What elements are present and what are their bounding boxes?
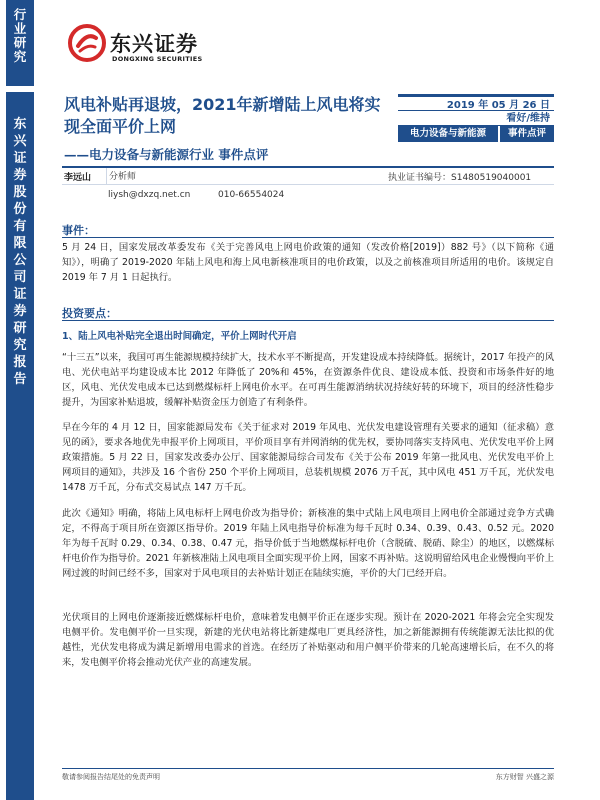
paragraph-1: “十三五”以来，我国可再生能源规模持续扩大，技术水平不断提高，开发建设成本持续降低。据统计，2017 年投产的风电、光伏电站平均建设成本比 2012 年降低了 20%和 45%，在资源条件优良、建设成本低、投资和市场条件好的地区，风电、光伏发电成本已达到燃煤标杆上网电价水平。在可再生能源消纳状况持续好转的环境下，项目的经济性稳步提升，为国家补贴退坡，缓解补贴资金压力创造了有利条件。 [62,352,554,408]
footer-slogan: 东方财智 兴盛之源 [495,773,554,781]
report-title: 风电补贴再退坡，2021年新增陆上风电将实现全面平价上网 [64,95,381,136]
analyst-info [62,166,554,204]
industry-tag: 电力设备与新能源 [398,126,498,142]
company-logo [68,22,248,68]
analyst-role: 分析师 [106,168,388,184]
event-heading-rule [62,237,554,238]
event-paragraph: 5 月 24 日，国家发展改革委发布《关于完善风电上网电价政策的通知（发改价格[2019]）882 号》（以下简称《通知》），明确了 2019-2020 年陆上风电和海上风电新核准项目的电价政策，以及之前核准项目所适用的电价。该规定自 2019 年 7 月 1 日起执行。 [62,242,554,283]
paragraph-3: 此次《通知》明确，将陆上风电标杆上网电价改为指导价；新核准的集中式陆上风电项目上网电价全部通过竞争方式确定，不得高于项目所在资源区指导价。2019 年陆上风电指导价标准为每千瓦时 0.34、0.39、0.43、0.52 元。2020 年为每千瓦时 0.29、0.34、0.38、0.47 元，指导价低于当地燃煤标杆电价（含脱硫、脱硝、除尘）的地区，以燃煤标杆电价作为指导价。2021 年新核准陆上风电项目全面实现平价上网，国家不再补贴。这说明留给风电企业慢慢向平价上网过渡的时间已经不多，国家对于风电项目的去补贴计划正在陆续实施，平价的大门已经开启。 [62,508,554,579]
report-rating: 看好/维持 [398,111,554,126]
report-date: 2019 年 05 月 26 日 [398,94,554,111]
point-1-title: 1、陆上风电补贴完全退出时间确定，平价上网时代开启 [62,331,297,342]
logo-name-en: DONGXING SECURITIES [112,55,203,63]
analyst-row-primary [62,166,554,185]
analyst-cert: 执业证书编号：S1480519040001 [388,172,532,183]
report-subtitle: ——电力设备与新能源行业 事件点评 [64,147,269,162]
analyst-phone: 010-66554024 [218,189,285,200]
analyst-name: 李远山 [64,172,92,183]
sidebar-company-band [6,92,34,800]
logo-mark-icon [68,24,106,62]
report-type-tag: 事件点评 [500,126,554,142]
event-heading: 事件： [62,224,95,237]
analyst-row-contact [62,185,554,204]
sidebar-category-label: 行 业 研 究 [13,7,27,64]
investment-points-heading: 投资要点： [62,307,117,320]
footer-disclaimer-note: 敬请参阅报告结尾处的免责声明 [62,773,160,781]
paragraph-4: 光伏项目的上网电价逐渐接近燃煤标杆电价，意味着发电侧平价正在逐步实现。预计在 2020-2021 年将会完全实现发电侧平价。发电侧平价一旦实现，新建的光伏电站将比新建煤电厂更具经济性，加之新能源拥有传统能源无法比拟的优越性，光伏发电将成为满足新增用电需求的首选。在经历了补贴驱动和用户侧平价带来的几轮高速增长后，在不久的将来，发电侧平价将会推动光伏产业的高速发展。 [62,612,554,668]
investment-points-rule [62,320,554,321]
report-info-box [398,94,554,142]
left-sidebar [0,0,34,800]
logo-name-cn: 东兴证券 [110,32,198,56]
report-tags [398,126,554,142]
sidebar-category-band [6,0,34,86]
sidebar-company-label: 东 兴 证 券 股 份 有 限 公 司 证 券 研 究 报 告 [13,117,27,387]
footer-rule [62,768,554,769]
analyst-email: liysh@dxzq.net.cn [108,189,191,200]
paragraph-2: 早在今年的 4 月 12 日，国家能源局发布《关于征求对 2019 年风电、光伏发电建设管理有关要求的通知（征求稿）意见的函》，要求各地优先申报平价上网项目，平价项目享有并网消纳的优先权，要协同落实支持风电、光伏发电平价上网政策措施。5 月 22 日，国家发改委办公厅、国家能源局综合司发布《关于公布 2019 年第一批风电、光伏发电平价上网项目的通知》，共涉及 16 个省份 250 个平价上网项目，总装机规模 2076 万千瓦，其中风电 451 万千瓦，光伏发电 1478 万千瓦，分布式交易试点 147 万千瓦。 [62,422,554,493]
